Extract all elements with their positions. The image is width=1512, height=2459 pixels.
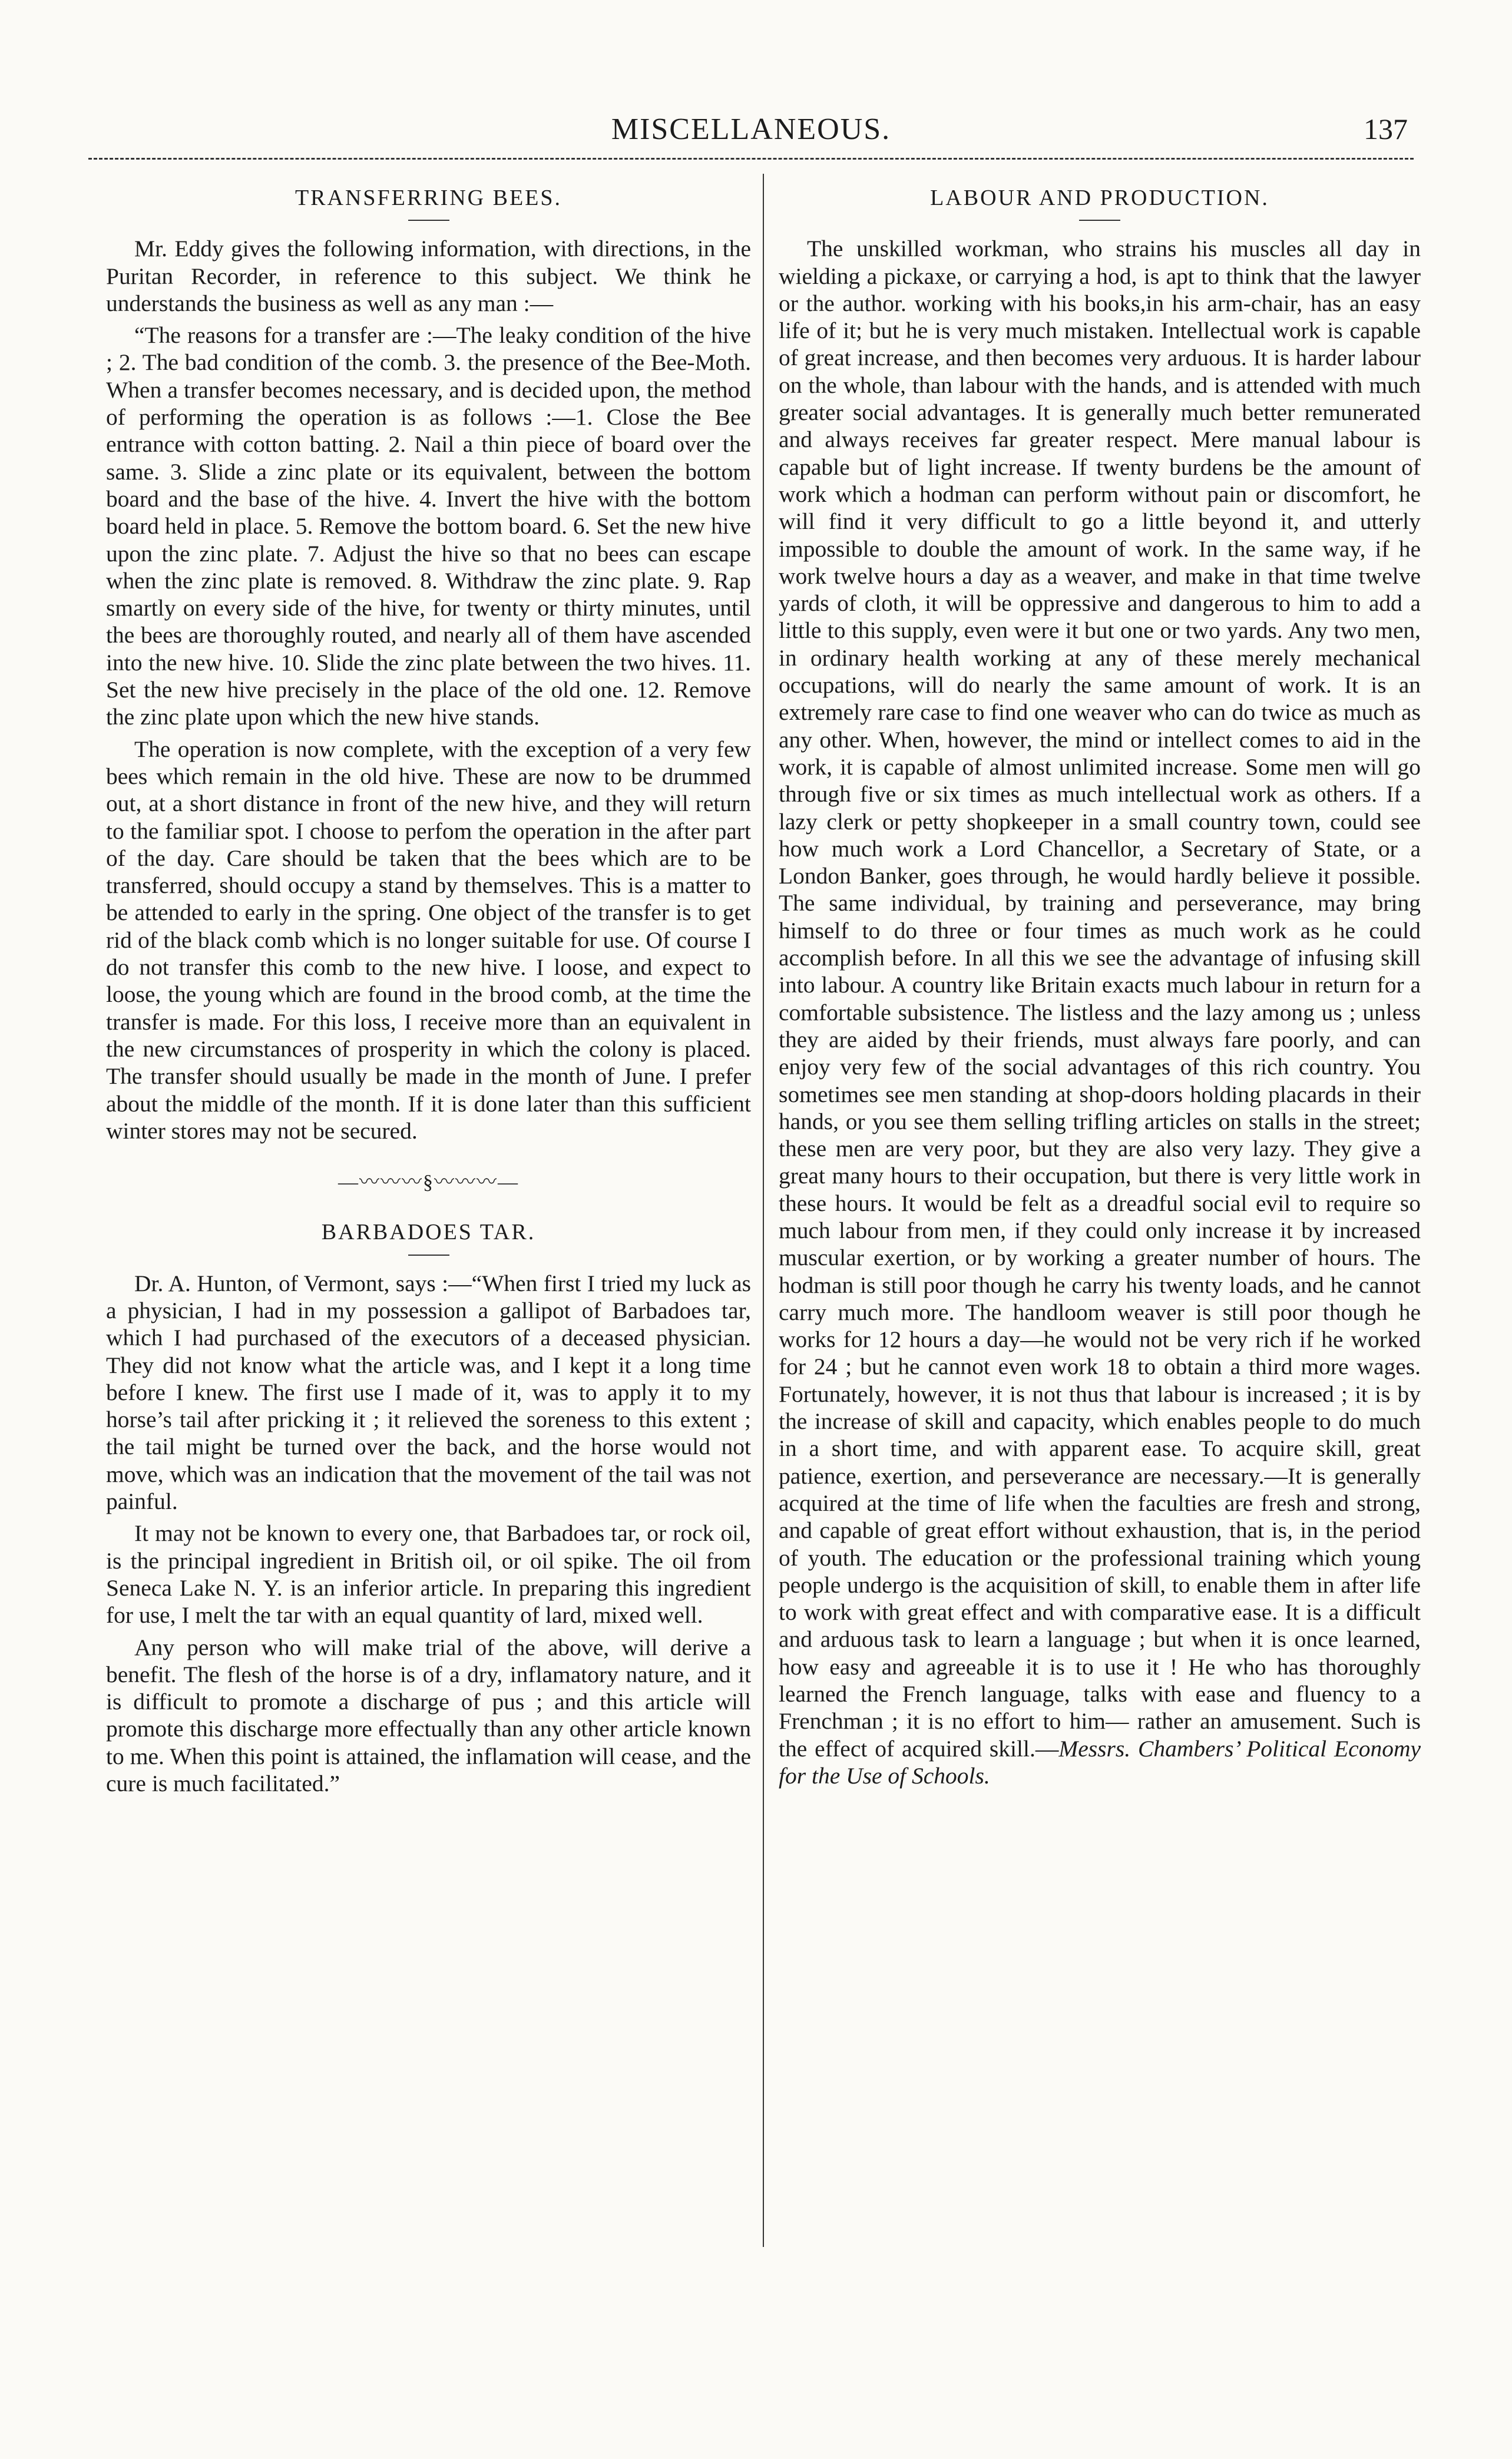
paragraph: It may not be known to every one, that Barbadoes tar, or rock oil, is the principal ingredient in British oil, or oil spike. The oil from Seneca Lake N. Y. is an inferior article. In preparing this ingredient for use, I melt the tar with an equal quantity of lard, mixed well. [106, 1520, 751, 1629]
paragraph [779, 235, 1421, 1789]
running-head: MISCELLANEOUS. [611, 112, 891, 146]
page-number: 137 [1364, 112, 1408, 145]
paragraph: The operation is now complete, with the exception of a very few bees which remain in the old hive. These are now to be drummed out, at a short distance in front of the new hive, and they will return to the familiar spot. I choose to perfom the operation in the after part of the day. Care should be taken that the bees which are to be transferred, should occupy a stand by themselves. This is a matter to be attended to early in the spring. One object of the transfer is to get rid of the black comb which is no longer suitable for use. Of course I do not transfer this comb to the new hive. I loose, and expect to loose, the young which are found in the brood comb, at the time the transfer is made. For this loss, I receive more than an equivalent in the new circumstances of prosperity in which the colony is placed. The transfer should usually be made in the month of June. I prefer about the middle of the month. If it is done later than this sufficient winter stores may not be secured. [106, 736, 751, 1144]
article-title-barbadoes-tar: BARBADOES TAR. [321, 1220, 536, 1245]
title-rule [1079, 220, 1120, 221]
section-ornament: —〰〰〰§〰〰〰— [338, 1171, 519, 1194]
title-rule [408, 220, 449, 221]
page-header [88, 112, 1414, 153]
left-column [106, 180, 751, 1802]
article-title-transferring-bees: TRANSFERRING BEES. [295, 186, 563, 210]
paragraph: Dr. A. Hunton, of Vermont, says :—“When first I tried my luck as a physician, I had in my possession a gallipot of Barbadoes tar, which I had purchased of the executors of a deceased physician. They did not know what the article was, and I kept it a long time before I knew. The first use I made of it, was to apply it to my horse’s tail after pricking it ; it relieved the soreness to this extent ; the tail might be turned over the back, and the horse would not move, which was an indication that the movement of the tail was not painful. [106, 1270, 751, 1515]
paragraph: Any person who will make trial of the above, will derive a benefit. The flesh of the horse is of a dry, inflamatory nature, and it is difficult to promote a discharge of pus ; and this article will promote this discharge more effectually than any other article known to me. When this point is attained, the inflamation will cease, and the cure is much facilitated.” [106, 1634, 751, 1797]
header-rule [88, 158, 1414, 160]
paragraph: “The reasons for a transfer are :—The leaky condition of the hive ; 2. The bad condition of the comb. 3. the presence of the Bee-Moth. When a transfer becomes necessary, and is decided upon, the method of performing the operation is as follows :—1. Close the Bee entrance with cotton batting. 2. Nail a thin piece of board over the same. 3. Slide a zinc plate or its equivalent, between the bottom board and the base of the hive. 4. Invert the hive with the bottom board held in place. 5. Remove the bottom board. 6. Set the new hive upon the zinc plate. 7. Adjust the hive so that no bees can escape when the zinc plate is removed. 8. Withdraw the zinc plate. 9. Rap smartly on every side of the hive, for twenty or thirty minutes, until the bees are thoroughly routed, and nearly all of them have ascended into the new hive. 10. Slide the zinc plate between the two hives. 11. Set the new hive precisely in the place of the old one. 12. Remove the zinc plate upon which the new hive stands. [106, 322, 751, 730]
paragraph-text: The unskilled workman, who strains his muscles all day in wielding a pickaxe, or carrying a hod, is apt to think that the lawyer or the author. working with his books,in his arm-chair, has an easy life of it; but he is very much mistaken. Intellectual work is capable of great increase, and then becomes very arduous. It is harder labour on the whole, than labour with the hands, and is attended with much greater social advantages. It is generally much better remunerated and always receives far greater respect. Mere manual labour is capable but of light increase. If twenty burdens be the amount of work which a hodman can perform without pain or discomfort, he will find it very difficult to go a little beyond it, and utterly impossible to double the amount of work. In the same way, if he work twelve hours a day as a weaver, and make in that time twelve yards of cloth, it will be oppressive and dangerous to him to add a little to this supply, even were it but one or two yards. Any two men, in ordinary health working at any of these merely mechanical occupations, will do nearly the same amount of work. It is an extremely rare case to find one weaver who can do twice as much as any other. When, however, the mind or intellect comes to aid in the work, it is capable of almost unlimited increase. Some men will go through five or six times as much intellectual work as others. If a lazy clerk or petty shopkeeper in a small country town, could see how much work a Lord Chancellor, a Secretary of State, or a London Banker, goes through, he would hardly believe it possible. The same individual, by training and perseverance, may bring himself to do three or four times as much work as he could accomplish before. In all this we see the advantage of infusing skill into labour. A country like Britain exacts much labour in return for a comfortable subsistence. The listless and the lazy among us ; unless they are aided by their friends, must always fare poorly, and can enjoy very few of the social advantages of this rich country. You sometimes see men standing at shop-doors holding placards in their hands, or you see them selling trifling articles on stalls in the street; these men are very poor, but they are also very lazy. They give a great many hours to their occupation, but there is very little work in these hours. It would be felt as a dreadful social evil to require so much labour from men, if they could only increase it by increased muscular exertion, or by working a greater number of hours. The hodman is still poor though he carry his twenty loads, and he cannot carry much more. The handloom weaver is still poor though he works for 12 hours a day—he would not be very rich if he worked for 24 ; but he cannot even work 18 to obtain a third more wages. Fortunately, however, it is not thus that labour is increased ; it is by the increase of skill and capacity, which enables people to do much in a short time, and with apparent ease. To acquire skill, great patience, exertion, and perseverance are necessary.—It is generally acquired at the time of life when the faculties are fresh and strong, and capable of great effort without exhaustion, that is, in the period of youth. The education or the professional training which young people undergo is the acquisition of skill, to enable them in after life to work with great effect and with comparative ease. It is a difficult and arduous task to learn a language ; but when it is once learned, how easy and agreeable it is to use it ! He who has thoroughly learned the French language, talks with ease and fluency to a Frenchman ; it is no effort to him— rather an amusement. Such is the effect of acquired skill.— [779, 236, 1421, 1762]
title-rule [408, 1255, 449, 1256]
article-title-labour-and-production: LABOUR AND PRODUCTION. [930, 186, 1269, 210]
right-column [779, 180, 1421, 1794]
paragraph: Mr. Eddy gives the following information, with directions, in the Puritan Recorder, in reference to this subject. We think he understands the business as well as any man :— [106, 236, 751, 316]
column-divider [763, 174, 764, 2247]
attribution: Messrs. Chambers’ Political Economy for the Use of Schools. [779, 1735, 1421, 1789]
